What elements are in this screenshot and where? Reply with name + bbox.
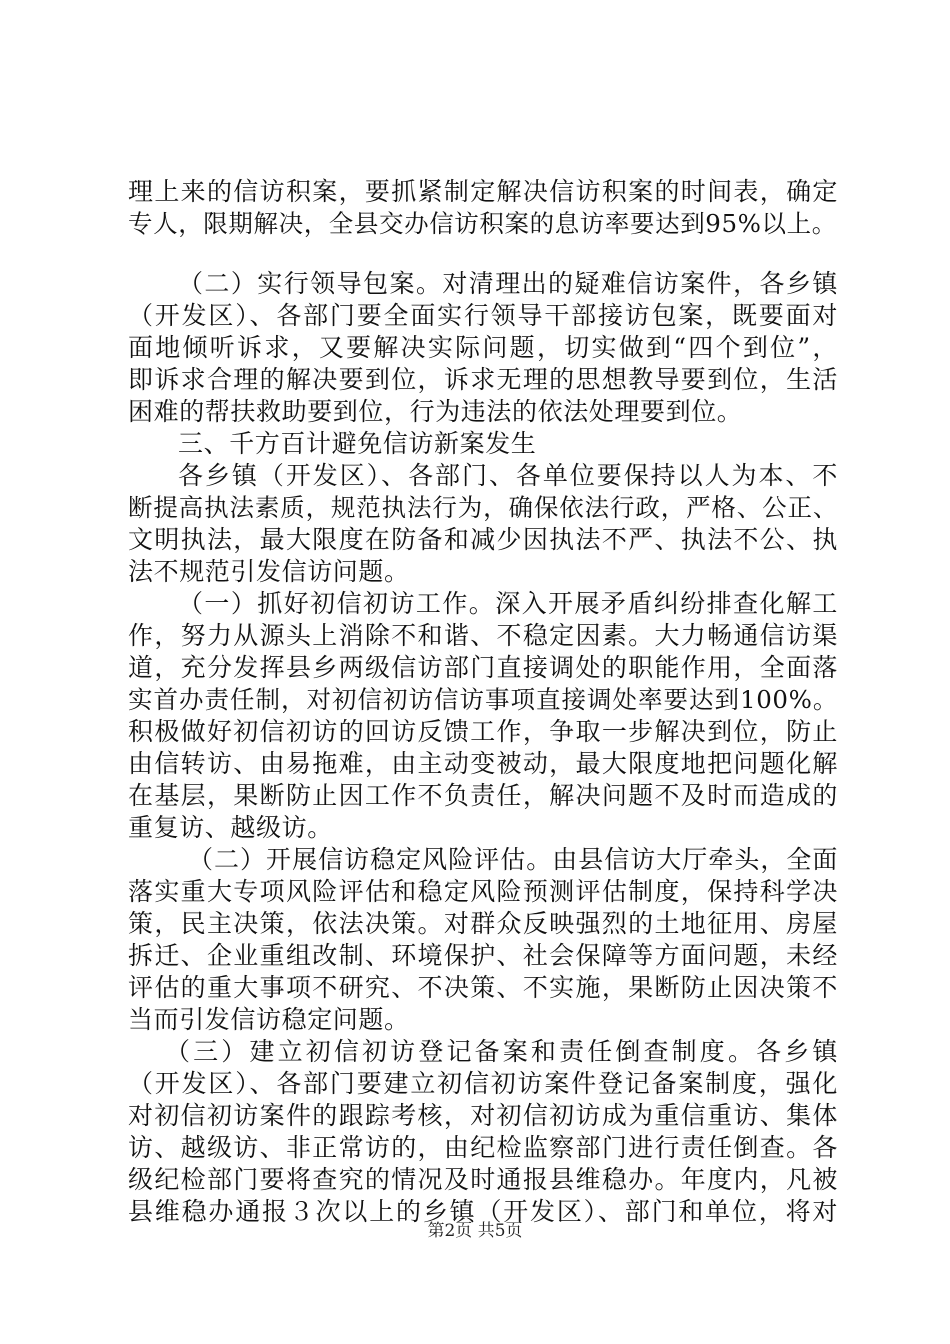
text-line: 策，民主决策，依法决策。对群众反映强烈的土地征用、房屋	[128, 909, 838, 938]
text-line: 各乡镇（开发区）、各部门、各单位要保持以人为本、不	[178, 461, 838, 490]
text-line: （开发区）、各部门要全面实行领导干部接访包案，既要面对	[128, 301, 838, 330]
text-line: 拆迁、企业重组改制、环境保护、社会保障等方面问题，未经	[128, 941, 838, 970]
text-line: 由信转访、由易拖难，由主动变被动，最大限度地把问题化解	[128, 749, 838, 778]
section-heading: 三、千方百计避免信访新案发生	[178, 429, 537, 458]
page-number: 第2页 共5页	[427, 1221, 523, 1241]
text-line: 实首办责任制，对初信初访信访事项直接调处率要达到100%。	[128, 685, 838, 714]
text-line: 断提高执法素质，规范执法行为，确保依法行政，严格、公正、	[128, 493, 838, 522]
text-line: 级纪检部门要将查究的情况及时通报县维稳办。年度内，凡被	[128, 1165, 838, 1194]
text-line: 县维稳办通报３次以上的乡镇（开发区）、部门和单位，将对	[128, 1197, 838, 1226]
text-line: 积极做好初信初访的回访反馈工作，争取一步解决到位，防止	[128, 717, 838, 746]
text-line: 评估的重大事项不研究、不决策、不实施，果断防止因决策不	[128, 973, 838, 1002]
text-line: 困难的帮扶救助要到位，行为违法的依法处理要到位。	[128, 397, 743, 426]
text-line: 当而引发信访稳定问题。	[128, 1005, 410, 1034]
text-line: 重复访、越级访。	[128, 813, 333, 842]
text-line: （三）建立初信初访登记备案和责任倒查制度。各乡镇	[165, 1037, 838, 1066]
text-line: （二）实行领导包案。对清理出的疑难信访案件，各乡镇	[178, 269, 838, 298]
text-line: 在基层，果断防止因工作不负责任，解决问题不及时而造成的	[128, 781, 838, 810]
text-line: 访、越级访、非正常访的，由纪检监察部门进行责任倒查。各	[128, 1133, 838, 1162]
text-line: 即诉求合理的解决要到位，诉求无理的思想教导要到位，生活	[128, 365, 838, 394]
text-line: 专人，限期解决，全县交办信访积案的息访率要达到95%以上。	[128, 209, 837, 238]
text-line: 文明执法，最大限度在防备和减少因执法不严、执法不公、执	[128, 525, 838, 554]
text-line: 落实重大专项风险评估和稳定风险预测评估制度，保持科学决	[128, 877, 838, 906]
page-footer	[0, 1216, 950, 1241]
text-line: 作，努力从源头上消除不和谐、不稳定因素。大力畅通信访渠	[128, 621, 838, 650]
text-line: （一）抓好初信初访工作。深入开展矛盾纠纷排查化解工	[178, 589, 838, 618]
text-line: 面地倾听诉求，又要解决实际问题，切实做到“四个到位”，	[128, 333, 838, 362]
text-line: 理上来的信访积案，要抓紧制定解决信访积案的时间表，确定	[128, 177, 838, 206]
body-text	[128, 268, 838, 1228]
text-line: 法不规范引发信访问题。	[128, 557, 410, 586]
text-line: 对初信初访案件的跟踪考核，对初信初访成为重信重访、集体	[128, 1101, 838, 1130]
text-line: （开发区）、各部门要建立初信初访案件登记备案制度，强化	[128, 1069, 838, 1098]
text-line: （二）开展信访稳定风险评估。由县信访大厅牵头，全面	[188, 845, 838, 874]
text-line: 道，充分发挥县乡两级信访部门直接调处的职能作用，全面落	[128, 653, 838, 682]
paragraph-continuation	[128, 176, 838, 240]
